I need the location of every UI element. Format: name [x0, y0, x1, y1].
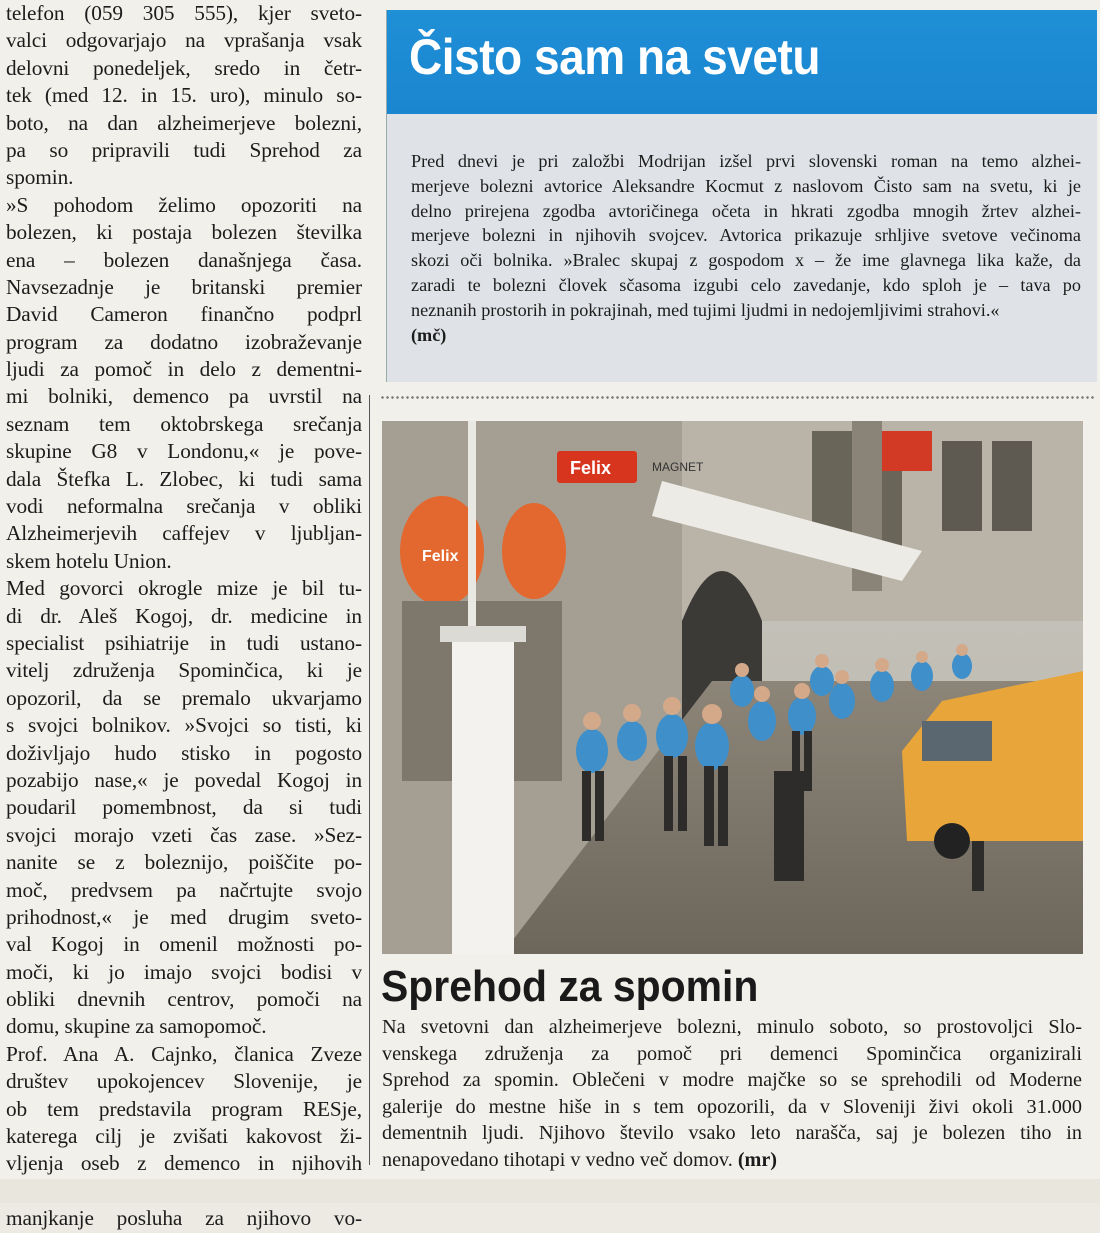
caption-line-text: galerije do mestne hiše in s tem opozorili, da v Sloveniji živi okoli 31.000: [382, 1095, 1082, 1118]
text-line: merjeve bolezni in njihovih svojcev. Avtorica prikazuje srhljive svetove večinoma: [411, 225, 1081, 246]
text-line: Med govorci okrogle mize je bil tu-: [6, 576, 362, 601]
text-line: mi bolniki, demenco pa uvrstil na: [6, 384, 362, 409]
text-line: društev upokojencev Slovenije, je: [6, 1069, 362, 1094]
text-line: seznam tem oktobrskega srečanja: [6, 411, 362, 436]
text-line: moč, predvsem pa načrtujte svojo: [6, 877, 362, 902]
caption-line: [382, 1014, 1082, 1041]
sidebar-title-bar: [387, 10, 1097, 114]
text-line: vitelj združenja Spominčica, ki je: [6, 658, 362, 683]
text-line: nanite se z boleznijo, poiščite po-: [6, 850, 362, 875]
text-line: skupine G8 v Londonu,« je pove-: [6, 439, 362, 464]
text-line: manjkanje posluha za njihovo vo-: [6, 1206, 362, 1231]
text-line: delno prirejena zgodba avtoričinega očeta in hkrati zgodba mnogih žrtev alzhei-: [411, 200, 1081, 221]
text-line: katerega cilj je zvišati kakovost ži-: [6, 1124, 362, 1149]
article-signature: (mr): [732, 1148, 778, 1171]
text-line: opozoril, da se premalo ukvarjamo: [6, 685, 362, 710]
caption-line-text: Na svetovni dan alzheimerjeve bolezni, minulo soboto, so prostovoljci Slo-: [382, 1016, 1082, 1038]
text-line: dala Štefka L. Zlobec, ki tudi sama: [6, 466, 362, 491]
text-line: Pred dnevi je pri založbi Modrijan izšel prvi slovenski roman na temo alzhei-: [411, 151, 1081, 171]
caption-line: [382, 1041, 1082, 1068]
text-line: obliki dnevnih centrov, pomoči na: [6, 987, 362, 1012]
left-text-column: [0, 0, 362, 1231]
text-line: skem hotelu Union.: [6, 548, 172, 573]
text-line: »S pohodom želimo opozoriti na: [6, 192, 362, 217]
photo-illustration: [382, 421, 1083, 954]
caption-line: [382, 1147, 1082, 1174]
text-line: pozabijo nase,« je povedal Kogoj in: [6, 767, 362, 792]
text-line: program za dodatno izobraževanje: [6, 329, 362, 354]
text-line: poudaril pomembnost, da si tudi: [6, 795, 362, 820]
felix-sign-text: Felix: [570, 458, 612, 478]
text-line: spomin.: [6, 165, 74, 190]
text-line: specialist psihiatrije in tudi ustano-: [6, 630, 362, 655]
text-line: domu, skupine za samopomoč.: [6, 1014, 267, 1039]
text-line: pa so pripravili tudi Sprehod za: [6, 137, 362, 162]
text-line: svojci morajo vzeti čas zase. »Sez-: [6, 822, 362, 847]
text-line: vodi neformalna srečanja v obliki: [6, 494, 362, 519]
text-line: ob tem predstavila program RESje,: [6, 1096, 362, 1121]
text-line: prihodnost,« je med drugim sveto-: [6, 904, 362, 929]
street-photo: [382, 421, 1083, 954]
text-line: moči, ki jo imajo svojci bodisi v: [6, 959, 362, 984]
text-line: neznanih prostorih in pokrajinah, med tujimi ljudmi in nedojemljivimi strahovi.«: [411, 299, 1000, 320]
text-line: Prof. Ana A. Cajnko, članica Zveze: [6, 1041, 362, 1066]
shop-sign-text: MAGNET: [652, 460, 704, 474]
caption-line-text: Sprehod za spomin. Oblečeni v modre majčke so se sprehodili od Moderne: [382, 1069, 1082, 1091]
text-line: ena – bolezen današnjega časa.: [6, 247, 362, 272]
text-line: merjeve bolezni avtorice Aleksandre Kocmut z naslovom Čisto sam na svetu, ki je: [411, 175, 1081, 196]
text-line: zaradi te bolezni človek sčasoma izgubi celo zavedanje, kdo sploh je – tava po: [411, 274, 1081, 295]
sidebar-body: [411, 149, 1081, 347]
text-line: s svojci bolnikov. »Svojci so tisti, ki: [6, 713, 362, 738]
text-line: di dr. Aleš Kogoj, dr. medicine in: [6, 603, 362, 628]
sidebar-box: [386, 10, 1097, 382]
caption-line-text: nenapovedano tihotapi v vedno več domov.: [382, 1148, 733, 1171]
text-line: val Kogoj in omenil možnosti po-: [6, 932, 362, 957]
white-pole: [452, 631, 514, 954]
text-line: ljudi za pomoč in delo z dementni-: [6, 357, 362, 382]
text-line: telefon (059 305 555), kjer sveto-: [6, 1, 362, 25]
article-headline: Sprehod za spomin: [381, 962, 759, 1011]
text-line: delovni ponedeljek, sredo in četr-: [6, 55, 362, 80]
text-line: boto, na dan alzheimerjeve bolezni,: [6, 110, 362, 135]
text-line: valci odgovarjajo na vprašanja vsak: [6, 28, 362, 53]
text-line: doživljajo hudo stisko in pogosto: [6, 740, 362, 765]
text-line: Navsezadnje je britanski premier: [6, 274, 362, 299]
sidebar-signature: (mč): [411, 324, 447, 345]
dotted-divider: [380, 395, 1096, 401]
text-line: vljenja oseb z demenco in njihovih: [6, 1151, 362, 1176]
caption-line: [382, 1094, 1082, 1121]
text-line: Alzheimerjevih caffejev v ljubljan-: [6, 521, 362, 546]
felix-window-text: Felix: [422, 548, 459, 565]
caption-line: [382, 1120, 1082, 1147]
caption-line: [382, 1067, 1082, 1094]
column-divider: [369, 395, 370, 1165]
text-line: bolezen, ki postaja bolezen številka: [6, 220, 362, 245]
caption-line-text: venskega združenja za pomoč pri demenci Spominčica organizirali: [382, 1042, 1082, 1065]
text-line: David Cameron finančno podprl: [6, 302, 362, 327]
caption-line-text: dementnih ljudi. Njihovo število vsako leto narašča, saj je bolezen tiho in: [382, 1122, 1082, 1144]
scan-edge: [0, 1179, 1100, 1203]
text-line: tek (med 12. in 15. uro), minulo so-: [6, 83, 362, 108]
text-line: skozi oči bolnika. »Bralec skupaj z gospodom x – že ime glavnega lika kaže, da: [411, 250, 1081, 271]
sidebar-title: Čisto sam na svetu: [409, 29, 820, 85]
article-caption: [382, 1014, 1082, 1173]
